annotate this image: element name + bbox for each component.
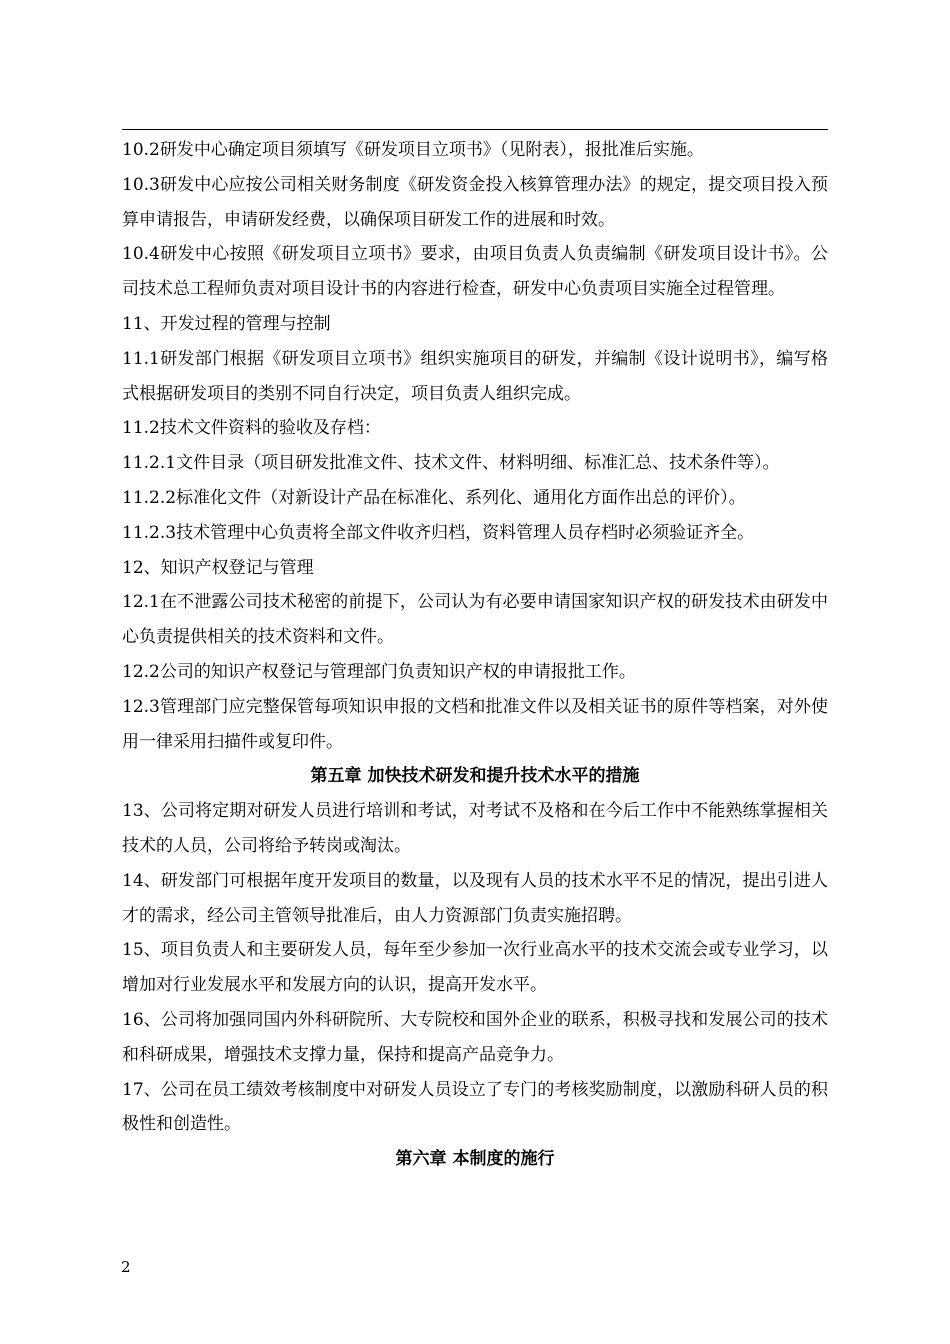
- clause-16: 16、公司将加强同国内外科研院所、大专院校和国外企业的联系，积极寻找和发展公司的技术和科研成果，增强技术支撑力量，保持和提高产品竞争力。: [122, 1009, 828, 1065]
- clause-14: 14、研发部门可根据年度开发项目的数量，以及现有人员的技术水平不足的情况，提出引进人才的需求，经公司主管领导批准后，由人力资源部门负责实施招聘。: [122, 870, 828, 926]
- chapter-6-title: 第六章 本制度的施行: [395, 1149, 555, 1170]
- clause-12-1: 12.1在不泄露公司技术秘密的前提下，公司认为有必要申请国家知识产权的研发技术由研发中心负责提供相关的技术资料和文件。: [122, 592, 828, 648]
- clause-12-2: 12.2公司的知识产权登记与管理部门负责知识产权的申请报批工作。: [122, 661, 636, 682]
- clause-12-3: 12.3管理部门应完整保管每项知识申报的文档和批准文件以及相关证书的原件等档案，对外使用一律采用扫描件或复印件。: [122, 696, 828, 752]
- header-rule: [122, 129, 828, 130]
- section-12-heading: 12、知识产权登记与管理: [122, 557, 314, 578]
- clause-11-2-1: 11.2.1文件目录（项目研发批准文件、技术文件、材料明细、标准汇总、技术条件等）。: [122, 453, 780, 474]
- clause-13: 13、公司将定期对研发人员进行培训和考试，对考试不及格和在今后工作中不能熟练掌握相关技术的人员，公司将给予转岗或淘汰。: [122, 801, 828, 856]
- chapter-5-title: 第五章 加快技术研发和提升技术水平的措施: [310, 766, 640, 787]
- document-body: [122, 133, 828, 1177]
- section-11-heading: 11、开发过程的管理与控制: [122, 313, 331, 334]
- clause-11-2-3: 11.2.3技术管理中心负责将全部文件收齐归档，资料管理人员存档时必须验证齐全。: [122, 522, 755, 543]
- clause-11-1: 11.1研发部门根据《研发项目立项书》组织实施项目的研发，并编制《设计说明书》，编写格式根据研发项目的类别不同自行决定，项目负责人组织完成。: [122, 348, 828, 404]
- clause-10-2: 10.2研发中心确定项目须填写《研发项目立项书》（见附表），报批准后实施。: [122, 140, 704, 160]
- clause-17: 17、公司在员工绩效考核制度中对研发人员设立了专门的考核奖励制度，以激励科研人员的积极性和创造性。: [122, 1079, 828, 1135]
- clause-10-4: 10.4研发中心按照《研发项目立项书》要求，由项目负责人负责编制《研发项目设计书》。公司技术总工程师负责对项目设计书的内容进行检查，研发中心负责项目实施全过程管理。: [122, 244, 828, 300]
- clause-10-3: 10.3研发中心应按公司相关财务制度《研发资金投入核算管理办法》的规定，提交项目投入预算申请报告，申请研发经费，以确保项目研发工作的进展和时效。: [122, 174, 828, 230]
- clause-11-2-2: 11.2.2标准化文件（对新设计产品在标准化、系列化、通用化方面作出总的评价）。: [122, 487, 746, 508]
- page-number: 2: [121, 1258, 131, 1276]
- clause-15: 15、项目负责人和主要研发人员，每年至少参加一次行业高水平的技术交流会或专业学习，以增加对行业发展水平和发展方向的认识，提高开发水平。: [122, 940, 828, 996]
- clause-11-2: 11.2技术文件资料的验收及存档：: [122, 418, 381, 439]
